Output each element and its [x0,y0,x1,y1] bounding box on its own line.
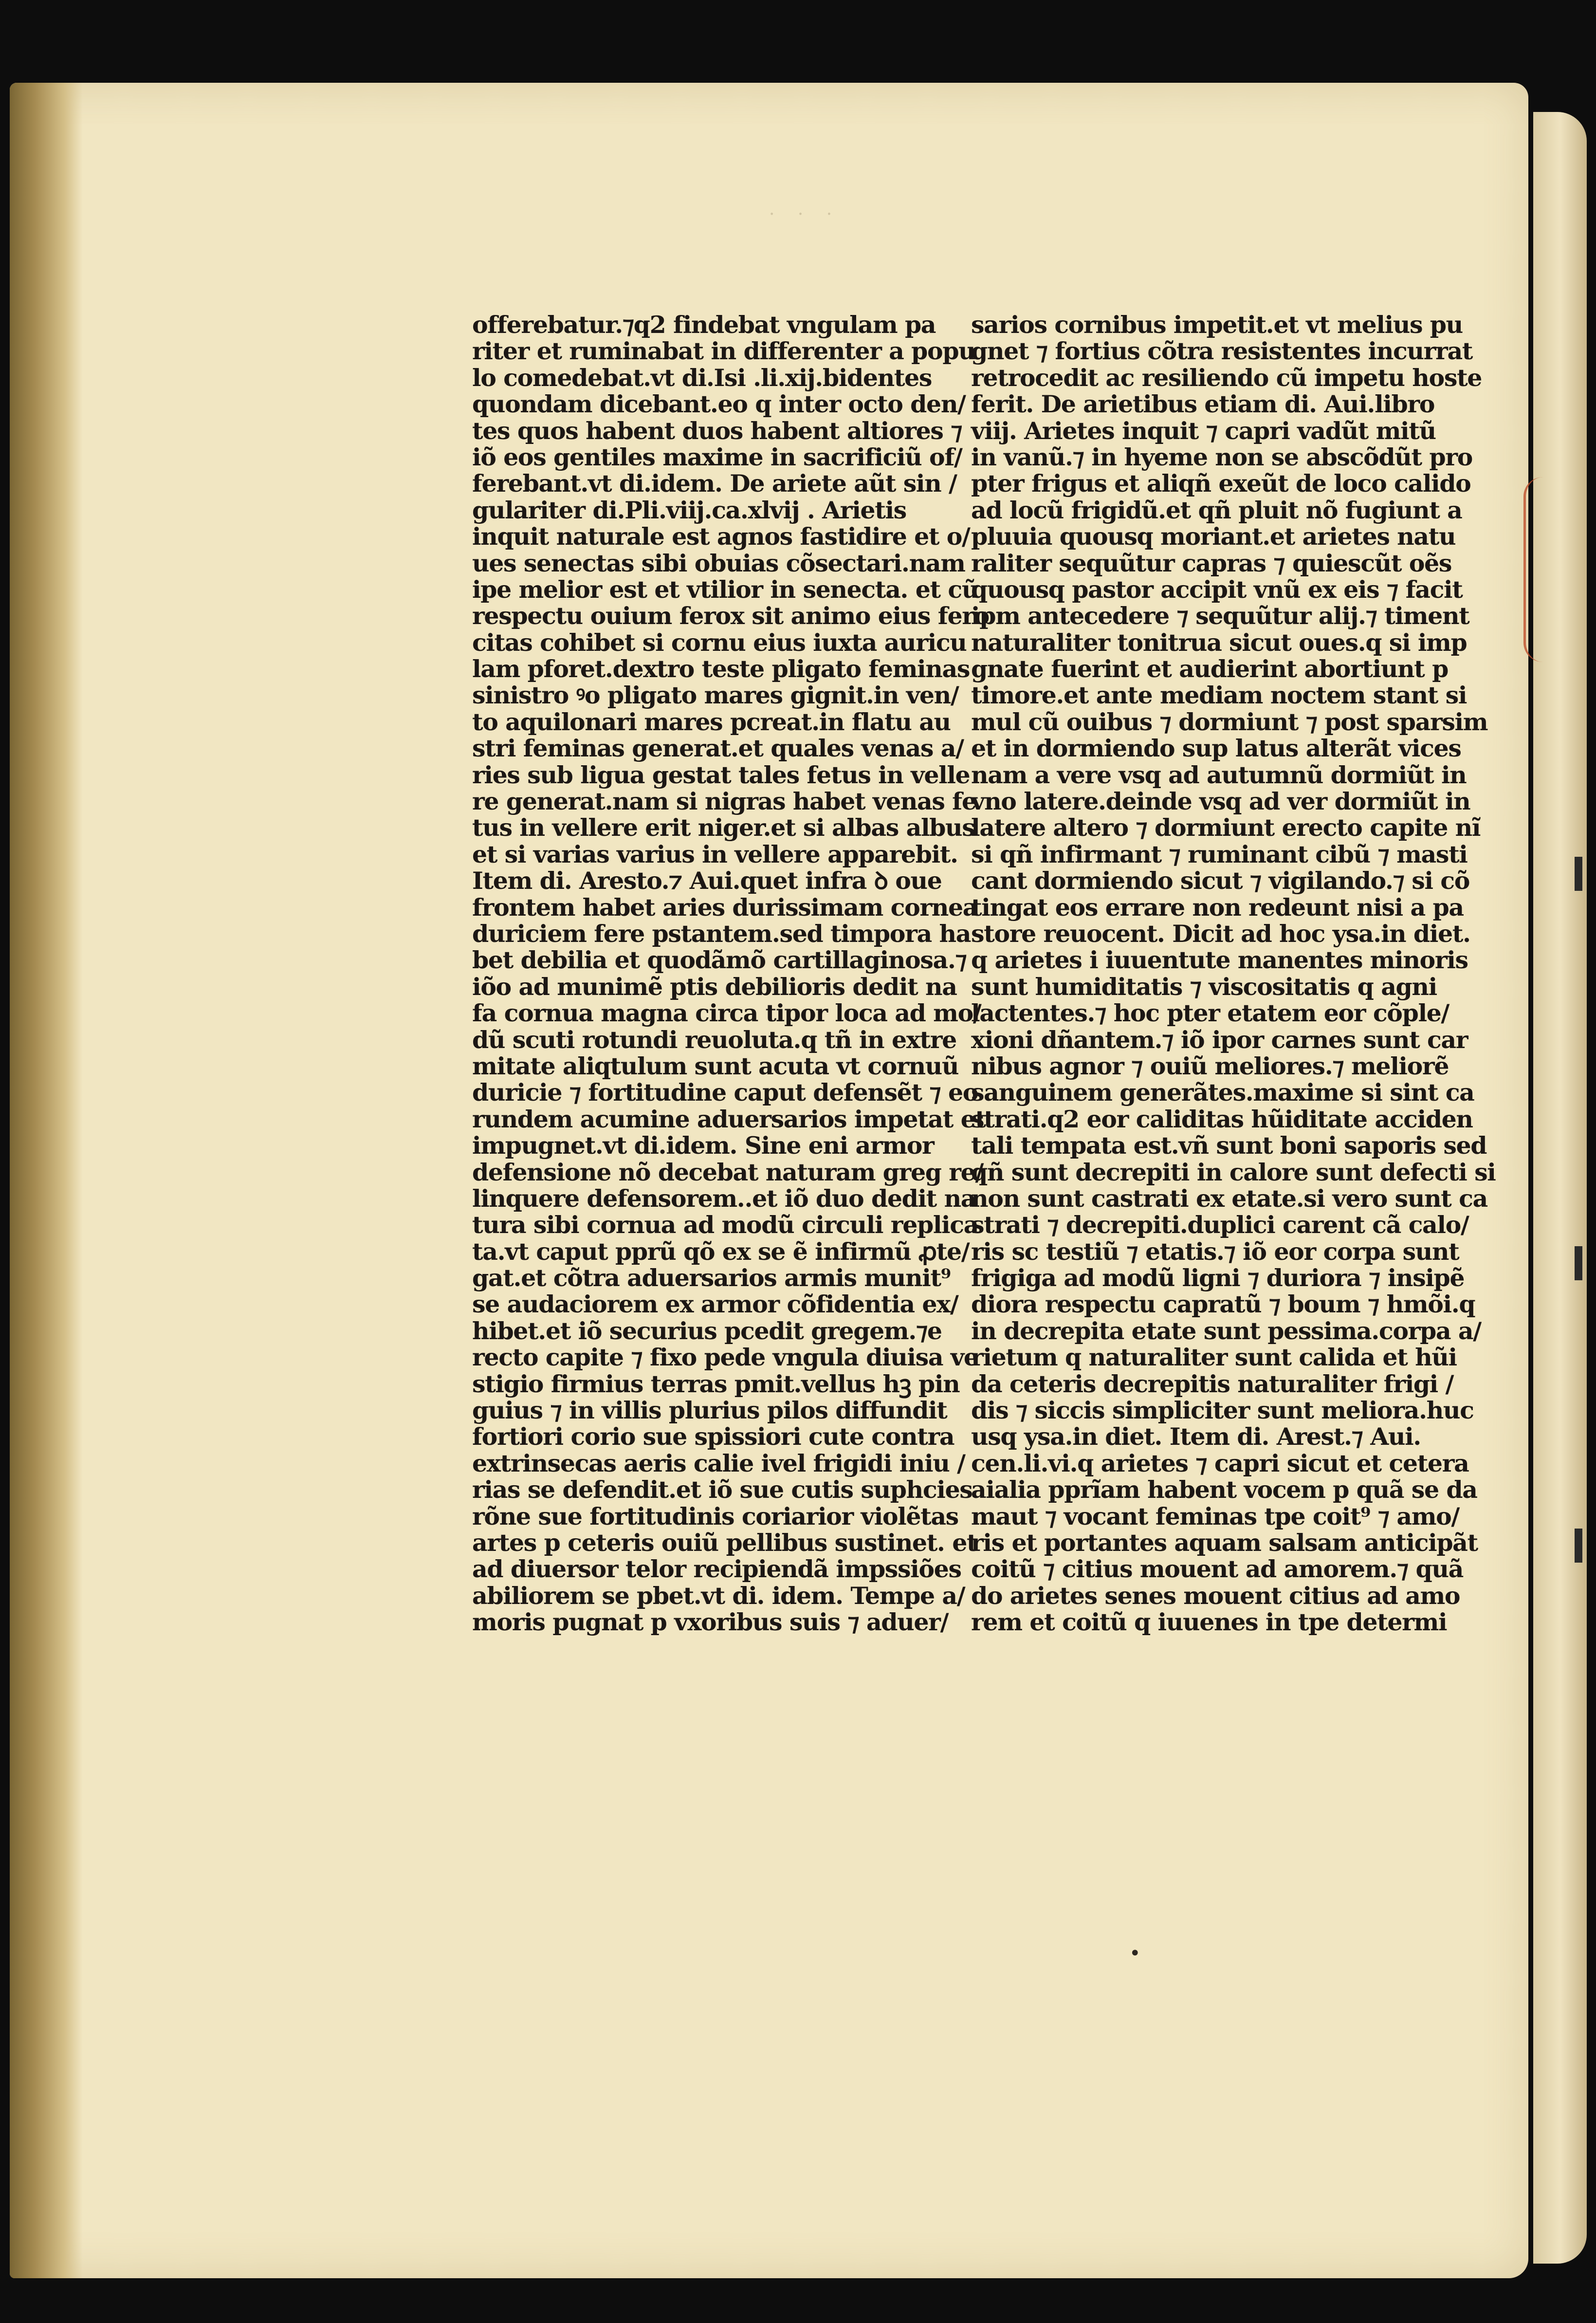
right-column-line: qñ sunt decrepiti in calore sunt defecti si [971,1158,1496,1186]
right-column-line: si qñ infirmant ⁊ ruminant cibũ ⁊ masti [971,840,1468,868]
right-column-line: sanguinem generãtes.maxime si sint ca [971,1078,1474,1107]
left-column-line: fortiori corio sue spissiori cute contra [472,1422,954,1451]
right-column-line: strati ⁊ decrepiti.duplici carent cã calo/ [971,1211,1469,1239]
left-column-line: artes p ceteris ouiũ pellibus sustinet. et [472,1528,977,1557]
edge-mark-1 [1575,857,1582,891]
red-ink-mark [1523,477,1545,662]
right-column-line: pluuia quousq moriant.et arietes natu [971,522,1456,551]
left-column-line: gat.et cõtra aduersarios armis munit⁹ [472,1264,951,1292]
left-column-line: hibet.et iõ securius pcedit gregem.⁊e [472,1316,942,1345]
right-column-line: vno latere.deinde vsq ad ver dormiũt in [971,787,1470,816]
right-column-line: in vanũ.⁊ in hyeme non se abscõdũt pro [971,442,1472,471]
left-column-line: moris pugnat p vxoribus suis ⁊ aduer/ [472,1608,949,1637]
left-column-line: duricie ⁊ fortitudine caput defensẽt ⁊ eo [472,1078,978,1107]
right-column-line: frigiga ad modũ ligni ⁊ duriora ⁊ insipẽ [971,1264,1465,1292]
right-column-line: lactentes.⁊ hoc pter etatem eor cõple/ [971,999,1449,1028]
left-column-line: lam pforet.dextro teste pligato feminas [472,655,970,683]
right-column-line: ris sc testiũ ⁊ etatis.⁊ iõ eor corpa sunt [971,1237,1459,1266]
right-column-line: pter frigus et aliqñ exeũt de loco calido [971,469,1471,498]
left-column-line: duriciem fere pstantem.sed timpora ha [472,919,971,948]
left-column-line: abiliorem se pbet.vt di. idem. Tempe a/ [472,1581,965,1610]
next-page-edge [1533,112,1587,2264]
left-column-line: guius ⁊ in villis plurius pilos diffundit [472,1396,947,1425]
left-column-line: stri feminas generat.et quales venas a/ [472,734,964,763]
right-column-line: ferit. De arietibus etiam di. Aui.libro [971,390,1435,419]
left-column-line: se audaciorem ex armor cõfidentia ex/ [472,1290,958,1319]
left-column-line: linquere defensorem..et iõ duo dedit na [472,1184,976,1213]
left-column-line: tura sibi cornua ad modũ circuli replica [472,1211,979,1239]
right-column-line: da ceteris decrepitis naturaliter frigi / [971,1369,1454,1398]
right-column-line: aialia pprĩam habent vocem p quã se da [971,1475,1477,1504]
left-column-line: respectu ouium ferox sit animo eius fero [472,602,989,630]
right-column-line: gnet ⁊ fortius cõtra resistentes incurrat [971,337,1473,366]
left-column-line: rundem acumine aduersarios impetat et [472,1105,986,1133]
right-column-line: nibus agnor ⁊ ouiũ meliores.⁊ meliorẽ [971,1051,1449,1080]
right-column-line: ad locũ frigidũ.et qñ pluit nõ fugiunt a [971,496,1462,524]
left-column-line: iõ eos gentiles maxime in sacrificiũ of/ [472,442,962,471]
right-column-line: quousq pastor accipit vnũ ex eis ⁊ facit [971,575,1463,604]
right-column-line: et in dormiendo sup latus alterãt vices [971,734,1461,763]
right-column-line: store reuocent. Dicit ad hoc ysa.in diet. [971,919,1470,948]
left-column-line: ad diuersor telor recipiendã impssiões [472,1555,961,1584]
right-column-line: do arietes senes mouent citius ad amo [971,1581,1460,1610]
right-column-line: timore.et ante mediam noctem stant si [971,681,1467,710]
edge-mark-3 [1575,1529,1582,1563]
left-column-line: ferebant.vt di.idem. De ariete aũt sin / [472,469,957,498]
right-text-column [971,311,1496,1637]
left-column-line: rõne sue fortitudinis coriarior violẽtas [472,1502,958,1530]
right-column-line: rem et coitũ q iuuenes in tpe determi [971,1608,1447,1637]
left-column-line: ipe melior est et vtilior in senecta. et cũ [472,575,979,604]
left-column-line: lo comedebat.vt di.Isi .li.xij.bidentes [472,363,932,392]
left-column-line: riter et ruminabat in differenter a popu [472,337,975,366]
left-column-line: ta.vt caput pprũ qõ ex se ẽ infirmũ ꝓte/ [472,1237,970,1266]
left-column-line: et si varias varius in vellere apparebit. [472,840,958,868]
right-column-line: viij. Arietes inquit ⁊ capri vadũt mitũ [971,416,1436,445]
left-column-line: re generat.nam si nigras habet venas fe [472,787,976,816]
left-column-line: frontem habet aries durissimam cornea [472,893,978,922]
left-column-line: ries sub ligua gestat tales fetus in velle [472,760,970,789]
right-column-line: xioni dñantem.⁊ iõ ipor carnes sunt car [971,1025,1468,1054]
right-column-line: maut ⁊ vocant feminas tpe coit⁹ ⁊ amo/ [971,1502,1459,1530]
right-column-line: sunt humiditatis ⁊ viscositatis q agni [971,972,1437,1001]
left-column-line: rias se defendit.et iõ sue cutis suphcies [472,1475,972,1504]
right-column-line: latere altero ⁊ dormiunt erecto capite nĩ [971,813,1481,842]
left-text-column [472,311,989,1637]
left-column-line: dũ scuti rotundi reuoluta.q tñ in extre [472,1025,956,1054]
right-column-line: tingat eos errare non redeunt nisi a pa [971,893,1464,922]
right-column-line: ris et portantes aquam salsam anticipãt [971,1528,1478,1557]
left-column-line: to aquilonari mares pcreat.in flatu au [472,707,951,736]
left-column-line: sinistro ꝰo pligato mares gignit.in ven/ [472,681,959,710]
left-column-line: citas cohibet si cornu eius iuxta auricu [472,628,967,657]
left-column-line: Item di. Aresto.⁊ Aui.quet infra ꝺ oue [472,867,942,895]
left-column-line: recto capite ⁊ fixo pede vngula diuisa ve [472,1343,978,1372]
left-column-line: fa cornua magna circa tipor loca ad mo/ [472,999,981,1028]
right-column-line: sarios cornibus impetit.et vt melius pu [971,311,1463,339]
faint-header: · · · [769,204,841,224]
right-column-line: coitũ ⁊ citius mouent ad amorem.⁊ quã [971,1555,1463,1584]
right-column-line: naturaliter tonitrua sicut oues.q si imp [971,628,1467,657]
left-column-line: ues senectas sibi obuias cõsectari.nam [472,549,965,577]
right-column-line: nam a vere vsq ad autumnũ dormiũt in [971,760,1467,789]
right-column-line: in decrepita etate sunt pessima.corpa a/ [971,1316,1481,1345]
left-column-line: iõo ad munimẽ ptis debilioris dedit na [472,972,957,1001]
right-column-line: raliter sequũtur capras ⁊ quiescũt oẽs [971,549,1452,577]
right-column-line: diora respectu capratũ ⁊ boum ⁊ hmõi.q [971,1290,1475,1319]
right-column-line: retrocedit ac resiliendo cũ impetu hoste [971,363,1482,392]
left-column-line: impugnet.vt di.idem. Sine eni armor [472,1131,934,1160]
right-column-line: ipm antecedere ⁊ sequũtur alij.⁊ timent [971,602,1469,630]
right-column-line: q arietes i iuuentute manentes minoris [971,946,1468,975]
right-column-line: usq ysa.in diet. Item di. Arest.⁊ Aui. [971,1422,1421,1451]
left-column-line: defensione nõ decebat naturam greg re/ [472,1158,983,1186]
right-column-line: dis ⁊ siccis simpliciter sunt meliora.huc [971,1396,1474,1425]
left-column-line: bet debilia et quodãmõ cartillaginosa.⁊ [472,946,967,975]
left-column-line: mitate aliqtulum sunt acuta vt cornuũ [472,1051,959,1080]
left-column-line: offerebatur.⁊q2 findebat vngulam pa [472,311,936,339]
left-column-line: gulariter di.Pli.viij.ca.xlvij . Arietis [472,496,906,524]
right-column-line: non sunt castrati ex etate.si vero sunt ca [971,1184,1487,1213]
left-column-line: stigio firmius terras pmit.vellus hꝫ pin [472,1369,960,1398]
left-column-line: inquit naturale est agnos fastidire et o/ [472,522,970,551]
left-column-line: tes quos habent duos habent altiores ⁊ [472,416,962,445]
left-column-line: quondam dicebant.eo q inter octo den/ [472,390,966,419]
right-column-line: strati.q2 eor caliditas hũiditate acciden [971,1105,1473,1133]
edge-mark-2 [1575,1246,1582,1280]
right-column-line: cen.li.vi.q arietes ⁊ capri sicut et cetera [971,1449,1469,1477]
right-column-line: cant dormiendo sicut ⁊ vigilando.⁊ si cõ [971,867,1469,895]
right-column-line: rietum q naturaliter sunt calida et hũi [971,1343,1457,1372]
left-column-line: tus in vellere erit niger.et si albas albus [472,813,975,842]
right-column-line: gnate fuerint et audierint abortiunt p [971,655,1448,683]
left-column-line: extrinsecas aeris calie ivel frigidi iniu / [472,1449,965,1477]
right-column-line: tali tempata est.vñ sunt boni saporis sed [971,1131,1487,1160]
page-gutter [10,83,83,2278]
right-column-line: mul cũ ouibus ⁊ dormiunt ⁊ post sparsim [971,707,1488,736]
signature-mark [1129,1942,1163,1949]
